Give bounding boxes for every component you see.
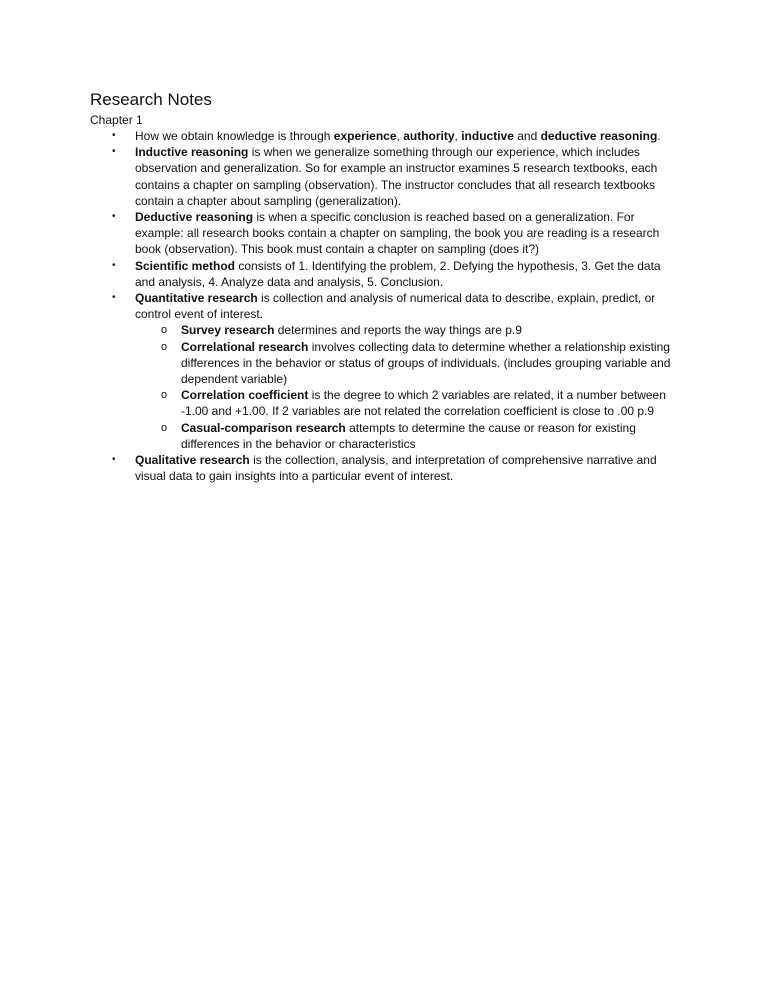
term-bold: Scientific method bbox=[135, 258, 236, 273]
text-segment: and bbox=[513, 129, 541, 143]
text-segment: attempts to determine the cause or reason for existing differences in the behavior or characteristics bbox=[181, 420, 636, 451]
document-title: Research Notes bbox=[90, 90, 212, 109]
bullet-icon: • bbox=[112, 454, 116, 466]
list-item-text bbox=[135, 129, 661, 143]
text-segment: How we obtain knowledge is through bbox=[135, 129, 334, 143]
document-page bbox=[90, 88, 680, 484]
sub-list-item bbox=[135, 339, 680, 388]
bullet-icon: • bbox=[112, 146, 116, 158]
sub-list bbox=[135, 322, 680, 452]
text-segment: is the degree to which 2 variables are related, it a number between -1.00 and +1.00. If 2 variables are not related the correlation coefficient is close to .00 p.9 bbox=[181, 388, 666, 419]
term-bold: Quantitative research bbox=[135, 291, 258, 306]
term-bold: Correlational research bbox=[181, 339, 309, 354]
bullet-icon: • bbox=[112, 292, 116, 304]
sub-bullet-icon: o bbox=[161, 324, 168, 337]
sub-list-item bbox=[135, 387, 680, 419]
text-segment: , bbox=[396, 129, 404, 143]
text-segment: consists of 1. Identifying the problem, 2. Defying the hypothesis, 3. Get the data and analysis, 4. Analyze data and analysis, 5. Conclusion. bbox=[135, 258, 661, 289]
list-item bbox=[90, 258, 680, 290]
term-bold: authority bbox=[403, 129, 455, 143]
text-segment: is the collection, analysis, and interpretation of comprehensive narrative and visual data to gain insights into a particular event of interest. bbox=[135, 453, 657, 484]
list-item bbox=[90, 452, 680, 484]
list-item bbox=[90, 290, 680, 452]
term-bold: Correlation coefficient bbox=[181, 388, 309, 403]
list-item-text bbox=[135, 210, 659, 256]
term-bold: Survey research bbox=[181, 323, 275, 338]
sub-list-item bbox=[135, 322, 680, 338]
sub-list-item-text bbox=[181, 421, 636, 451]
sub-list-item-text bbox=[181, 323, 522, 337]
text-segment: involves collecting data to determine whether a relationship existing differences in the behavior or status of groups of individuals. (includes grouping variable and dependent variable) bbox=[181, 339, 671, 387]
list-item-text bbox=[135, 145, 657, 208]
sub-list-item-text bbox=[181, 340, 670, 386]
sub-bullet-icon: o bbox=[161, 389, 168, 402]
list-item-text bbox=[135, 259, 661, 289]
list-item-text bbox=[135, 453, 657, 483]
chapter-heading: Chapter 1 bbox=[90, 113, 143, 127]
term-bold: experience bbox=[333, 129, 397, 143]
term-bold: Casual-comparison research bbox=[181, 420, 346, 435]
text-segment: , bbox=[454, 129, 462, 143]
list-item bbox=[90, 144, 680, 209]
term-bold: Qualitative research bbox=[135, 453, 250, 468]
bullet-icon: • bbox=[112, 211, 116, 223]
text-segment: determines and reports the way things are p.9 bbox=[274, 323, 522, 338]
notes-list bbox=[90, 128, 680, 484]
list-item bbox=[90, 128, 680, 144]
list-item-text bbox=[135, 291, 655, 321]
term-bold: deductive reasoning bbox=[540, 129, 658, 143]
text-segment: is when a specific conclusion is reached based on a generalization. For example: all research books contain a chapter on sampling, the book you are reading is a research book (observation). This book must contain a chapter on sampling (does it?) bbox=[135, 210, 660, 257]
sub-list-item-text bbox=[181, 388, 666, 418]
text-segment: is when we generalize something through our experience, which includes observation and generalization. So for example an instructor examines 5 research textbooks, each contains a chapter on sampling (observation). The instructor concludes that all research textbooks contain a chapter about sampling (generalization). bbox=[135, 145, 658, 208]
term-bold: Deductive reasoning bbox=[135, 210, 254, 225]
term-bold: Inductive reasoning bbox=[135, 145, 249, 160]
term-bold: inductive bbox=[461, 129, 514, 143]
bullet-icon: • bbox=[112, 259, 116, 271]
list-item bbox=[90, 209, 680, 258]
sub-list-item bbox=[135, 420, 680, 452]
sub-bullet-icon: o bbox=[161, 421, 168, 434]
sub-bullet-icon: o bbox=[161, 340, 168, 353]
bullet-icon: • bbox=[112, 130, 116, 141]
text-segment: . bbox=[657, 129, 661, 143]
text-segment: is collection and analysis of numerical data to describe, explain, predict, or control event of interest. bbox=[135, 291, 656, 322]
